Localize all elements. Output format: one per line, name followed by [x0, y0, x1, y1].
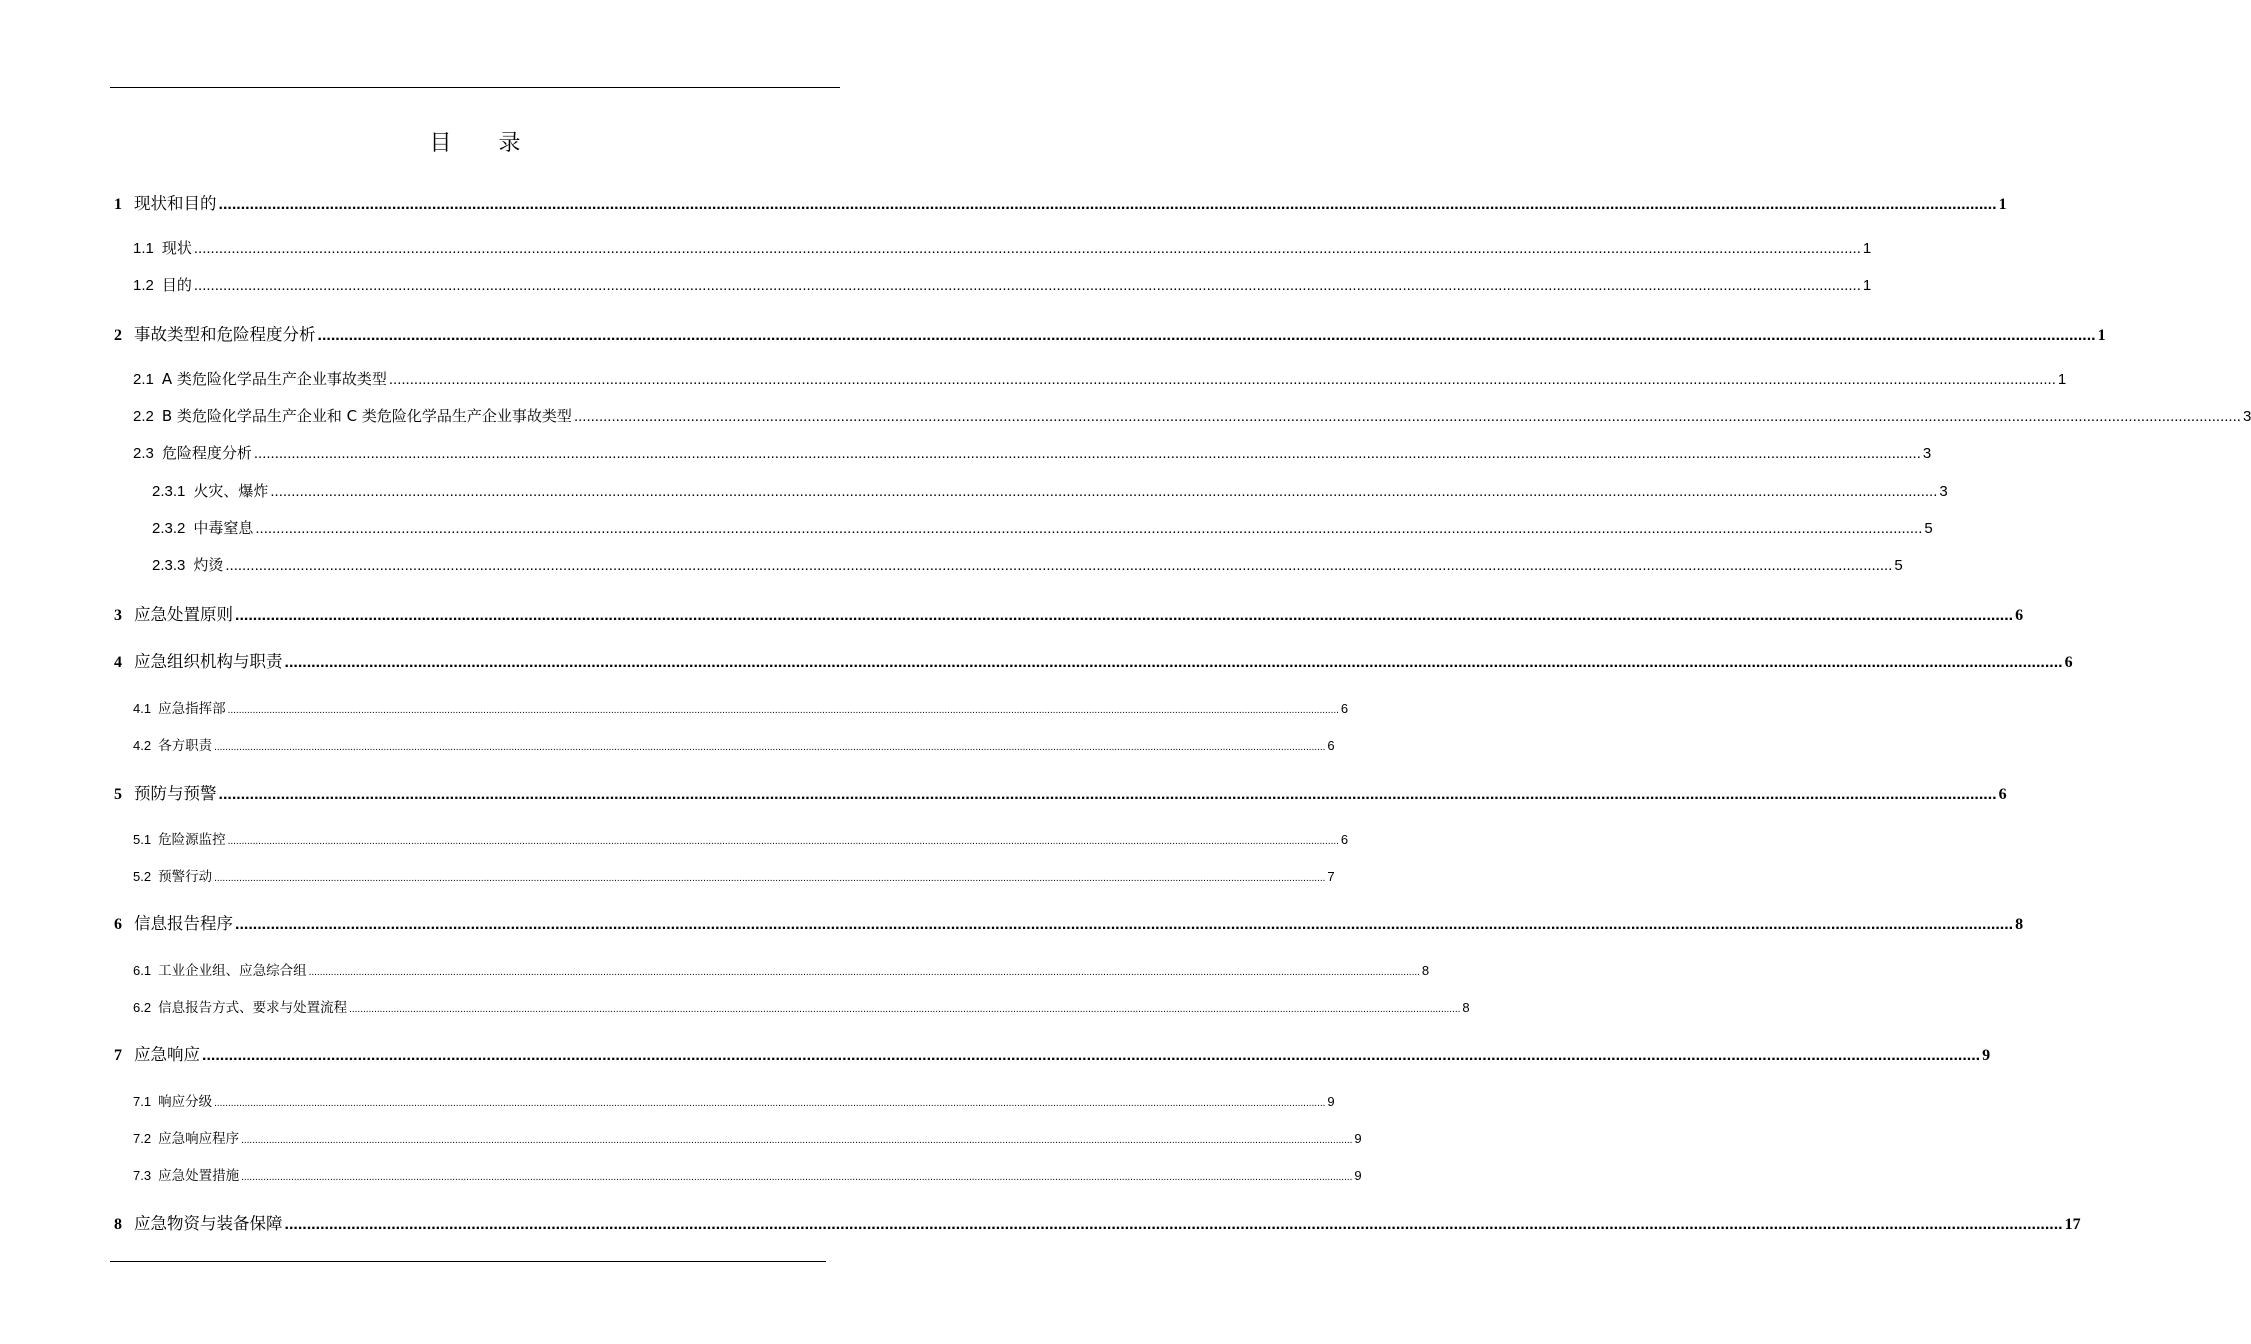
toc-entry-number: 6: [114, 916, 122, 933]
dot-leader: ................................................................................................................................................................................................................................................................................................................................................................................................................: [227, 836, 1339, 847]
dot-leader: ................................................................................................................................................................................................................................................................................................................................................................................................................: [253, 445, 1921, 462]
toc-entry-number: 7: [114, 1047, 122, 1064]
toc-entry[interactable]: [133, 996, 1470, 1016]
toc-entry-page: 3: [1922, 445, 1932, 462]
toc-entry-page: 5: [1924, 520, 1933, 537]
toc-entry[interactable]: [114, 601, 2024, 625]
toc-entry[interactable]: [114, 321, 2106, 345]
toc-entry-page: 3: [2242, 408, 2251, 425]
toc-entry-number: 7.3: [133, 1168, 152, 1183]
toc-entry-number: 2.1: [133, 371, 154, 388]
toc-entry-number: 3: [114, 607, 122, 624]
toc-entry-title: A 类危险化学品生产企业事故类型: [161, 370, 387, 388]
toc-entry-title: 信息报告方式、要求与处置流程: [158, 1000, 348, 1016]
toc-entry[interactable]: [114, 190, 2007, 214]
toc-entry[interactable]: [133, 1127, 1362, 1147]
toc-entry-title: 应急指挥部: [158, 701, 226, 717]
toc-entry-number: 2.3.1: [152, 483, 186, 500]
toc-entry-title: 目的: [161, 276, 192, 294]
toc-entry-title: 危险源监控: [158, 832, 226, 848]
dot-leader: ................................................................................................................................................................................................................................................................................................................................................................................................................: [225, 557, 1893, 574]
toc-entry-number: 8: [114, 1216, 122, 1233]
toc-entry-number: 6.2: [133, 1000, 152, 1015]
toc-entry[interactable]: [133, 697, 1349, 717]
toc-entry-page: 9: [1327, 1094, 1335, 1109]
toc-entry[interactable]: [133, 734, 1335, 754]
toc-title: 目 录: [429, 131, 541, 156]
dot-leader: ................................................................................................................................................................................................................................................................................................................................................................................................................: [241, 1135, 1353, 1146]
toc-entry-title: 预警行动: [158, 869, 213, 885]
dot-leader: ................................................................................................................................................................................................................................................................................................................................................................................................................: [214, 873, 1326, 884]
toc-entry[interactable]: [152, 480, 1948, 501]
toc-entry-page: 6: [2064, 654, 2073, 671]
dot-leader: ................................................................................................................................................................................................................................................................................................................................................................................................................: [284, 1216, 2063, 1233]
dot-leader: ................................................................................................................................................................................................................................................................................................................................................................................................................: [284, 654, 2063, 671]
toc-entry[interactable]: [133, 1164, 1362, 1184]
toc-entry[interactable]: [133, 1090, 1335, 1110]
toc-entry-number: 4: [114, 654, 122, 671]
dot-leader: ................................................................................................................................................................................................................................................................................................................................................................................................................: [241, 1172, 1353, 1183]
toc-entry-page: 1: [1862, 277, 1872, 294]
dot-leader: ................................................................................................................................................................................................................................................................................................................................................................................................................: [573, 408, 2241, 425]
footer-rule: [110, 1261, 826, 1262]
toc-entry-page: 1: [1862, 240, 1872, 257]
toc-entry-title: 现状和目的: [134, 194, 217, 213]
toc-entry[interactable]: [133, 865, 1335, 885]
toc-entry[interactable]: [133, 828, 1349, 848]
dot-leader: ................................................................................................................................................................................................................................................................................................................................................................................................................: [214, 742, 1326, 753]
dot-leader: ................................................................................................................................................................................................................................................................................................................................................................................................................: [235, 607, 2014, 624]
toc-entry-title: 应急响应程序: [158, 1131, 240, 1147]
toc-entry-number: 5.1: [133, 832, 152, 847]
toc-entry-page: 6: [1340, 832, 1349, 847]
toc-entry-number: 1: [114, 196, 122, 213]
toc-entry[interactable]: [133, 405, 2251, 426]
dot-leader: ................................................................................................................................................................................................................................................................................................................................................................................................................: [193, 240, 1861, 257]
toc-entry-page: 7: [1327, 869, 1335, 884]
dot-leader: ................................................................................................................................................................................................................................................................................................................................................................................................................: [218, 196, 1997, 213]
toc-entry-page: 3: [1939, 483, 1948, 500]
toc-entry-title: 中毒窒息: [193, 519, 254, 537]
toc-entry-title: 预防与预警: [134, 784, 217, 803]
toc-entry-number: 5: [114, 786, 122, 803]
dot-leader: ................................................................................................................................................................................................................................................................................................................................................................................................................: [255, 520, 1923, 537]
header-rule: [110, 87, 840, 88]
toc-entry-number: 2.3: [133, 445, 154, 462]
toc-entry-page: 6: [1998, 786, 2007, 803]
toc-entry[interactable]: [114, 780, 2007, 804]
dot-leader: ................................................................................................................................................................................................................................................................................................................................................................................................................: [193, 277, 1861, 294]
dot-leader: ................................................................................................................................................................................................................................................................................................................................................................................................................: [349, 1004, 1461, 1015]
toc-entry-title: 各方职责: [158, 738, 213, 754]
toc-entry-title: 事故类型和危险程度分析: [134, 325, 316, 344]
dot-leader: ................................................................................................................................................................................................................................................................................................................................................................................................................: [227, 705, 1339, 716]
dot-leader: ................................................................................................................................................................................................................................................................................................................................................................................................................: [388, 371, 2056, 388]
toc-entry-page: 1: [2097, 327, 2106, 344]
toc-entry-title: B 类危险化学品生产企业和 C 类危险化学品生产企业事故类型: [161, 407, 572, 425]
toc-entry-title: 应急物资与装备保障: [134, 1214, 283, 1233]
toc-entry-number: 7.1: [133, 1094, 152, 1109]
toc-entry[interactable]: [114, 1210, 2081, 1234]
dot-leader: ................................................................................................................................................................................................................................................................................................................................................................................................................: [218, 786, 1997, 803]
toc-entry-number: 4.1: [133, 701, 152, 716]
toc-entry-page: 8: [2015, 916, 2024, 933]
dot-leader: ................................................................................................................................................................................................................................................................................................................................................................................................................: [317, 327, 2096, 344]
toc-entry-number: 7.2: [133, 1131, 152, 1146]
toc-entry[interactable]: [114, 648, 2073, 672]
toc-entry-title: 火灾、爆炸: [193, 482, 269, 500]
toc-entry-page: 6: [1327, 738, 1335, 753]
toc-entry-page: 6: [2015, 607, 2024, 624]
toc-entry-number: 1.2: [133, 277, 154, 294]
toc-entry-title: 应急响应: [134, 1045, 200, 1064]
toc-entry-page: 9: [1354, 1131, 1362, 1146]
toc-entry[interactable]: [133, 368, 2067, 389]
toc-entry-page: 5: [1894, 557, 1903, 574]
toc-entry-number: 2: [114, 327, 122, 344]
toc-entry-title: 现状: [161, 239, 192, 257]
toc-entry-number: 6.1: [133, 963, 152, 978]
dot-leader: ................................................................................................................................................................................................................................................................................................................................................................................................................: [308, 967, 1420, 978]
toc-entry-title: 灼烫: [193, 556, 224, 574]
toc-entry[interactable]: [133, 959, 1430, 979]
toc-entry[interactable]: [152, 517, 1933, 538]
toc-entry-page: 9: [1982, 1047, 1991, 1064]
toc-entry-number: 2.2: [133, 408, 154, 425]
toc-entry-page: 8: [1421, 963, 1430, 978]
toc-entry[interactable]: [133, 237, 1872, 258]
toc-entry[interactable]: [133, 442, 1932, 463]
toc-entry-title: 工业企业组、应急综合组: [158, 963, 307, 979]
toc-entry-page: 17: [2064, 1216, 2081, 1233]
toc-entry-title: 响应分级: [158, 1094, 213, 1110]
toc-entry-number: 1.1: [133, 240, 154, 257]
toc-entry-title: 危险程度分析: [161, 444, 252, 462]
dot-leader: ................................................................................................................................................................................................................................................................................................................................................................................................................: [214, 1098, 1326, 1109]
toc-entry-title: 应急处置原则: [134, 605, 233, 624]
toc-entry-page: 9: [1354, 1168, 1362, 1183]
dot-leader: ................................................................................................................................................................................................................................................................................................................................................................................................................: [235, 916, 2014, 933]
toc-entry[interactable]: [152, 554, 1903, 575]
toc-entry-page: 8: [1462, 1000, 1470, 1015]
toc-entry[interactable]: [133, 274, 1872, 295]
dot-leader: ................................................................................................................................................................................................................................................................................................................................................................................................................: [270, 483, 1938, 500]
toc-entry-page: 1: [1998, 196, 2007, 213]
toc-entry-number: 5.2: [133, 869, 152, 884]
toc-entry-number: 4.2: [133, 738, 152, 753]
toc-entry-title: 应急组织机构与职责: [134, 652, 283, 671]
dot-leader: ................................................................................................................................................................................................................................................................................................................................................................................................................: [202, 1047, 1981, 1064]
toc-entry-page: 6: [1340, 701, 1349, 716]
toc-entry[interactable]: [114, 1041, 1991, 1065]
toc-entry[interactable]: [114, 910, 2024, 934]
toc-entry-number: 2.3.2: [152, 520, 186, 537]
toc-entry-title: 信息报告程序: [134, 914, 233, 933]
toc-entry-number: 2.3.3: [152, 557, 186, 574]
toc-entry-title: 应急处置措施: [158, 1168, 240, 1184]
toc-entry-page: 1: [2057, 371, 2067, 388]
